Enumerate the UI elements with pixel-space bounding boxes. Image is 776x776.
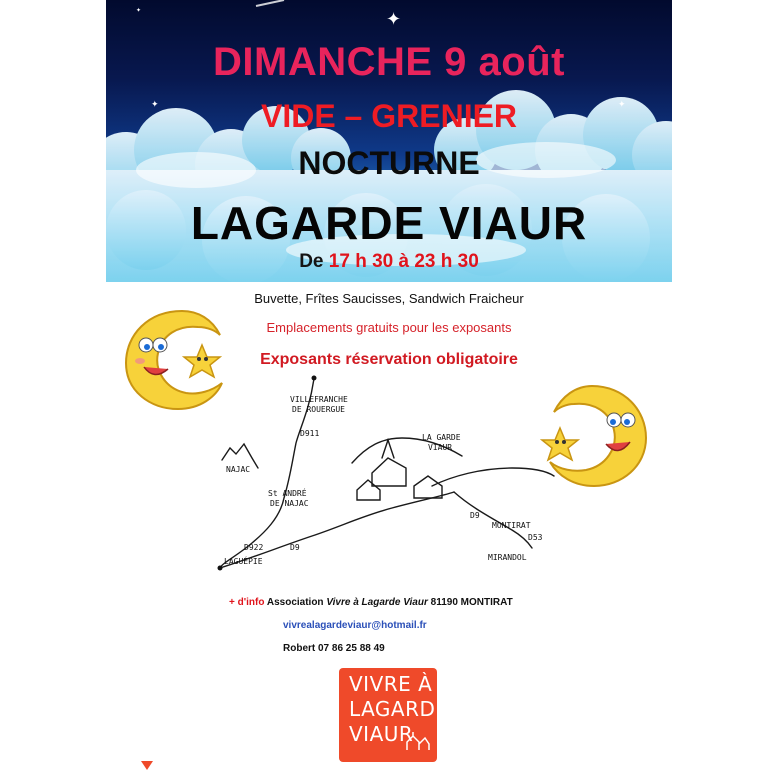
map-label-d911: D911 [300, 429, 320, 438]
event-subtitle: NOCTURNE [298, 145, 480, 181]
map-label-najac: NAJAC [226, 465, 251, 474]
event-date: DIMANCHE 9 août [213, 40, 565, 84]
event-title: VIDE – GRENIER [260, 98, 518, 134]
logo-tail [141, 761, 153, 770]
map-label-d922: D922 [244, 543, 264, 552]
map-label-st-andre: St ANDRÉ [268, 489, 307, 498]
night-sky-banner [106, 0, 672, 282]
association-name: Vivre à Lagarde Viaur [326, 597, 428, 608]
logo-line: VIAUR [349, 722, 414, 746]
refreshments-line: Buvette, Frîtes Saucisses, Sandwich Fraicheur [254, 291, 524, 306]
access-map [192, 368, 562, 593]
association-address: 81190 MONTIRAT [430, 597, 513, 608]
booking-required-line: Exposants réservation obligatoire [260, 351, 518, 368]
map-label-villefranche: VILLEFRANCHE [290, 395, 348, 404]
map-label-de-najac: DE NAJAC [270, 499, 309, 508]
map-label-laguepie: LAGUÉPIE [224, 557, 263, 566]
free-pitches-line: Emplacements gratuits pour les exposants [266, 320, 512, 335]
contact-email[interactable]: vivrealagardeviaur@hotmail.fr [283, 620, 427, 631]
logo-line: VIVRE À [349, 672, 433, 696]
map-label-d9: D9 [470, 511, 480, 520]
star-icon: ✦ [151, 99, 159, 109]
town-name: LAGARDE VIAUR [190, 197, 588, 249]
poster-sheet [106, 0, 672, 776]
map-label-d9: D9 [290, 543, 300, 552]
logo-line: LAGARDE [349, 697, 449, 721]
village-icon [405, 730, 431, 752]
hours-prefix: De [299, 251, 329, 272]
star-icon: ✦ [136, 8, 142, 14]
star-icon: ✦ [386, 9, 402, 29]
association-label: Association [266, 597, 324, 608]
map-label-viaur: VIAUR [428, 443, 453, 452]
map-label-lagarde: LA GARDE [422, 433, 461, 442]
map-label-rouergue: DE ROUERGUE [292, 405, 345, 414]
plus-info-label: + d'info [229, 597, 265, 608]
association-logo [339, 668, 449, 762]
star-icon: ✦ [618, 99, 626, 109]
map-label-mirandol: MIRANDOL [488, 553, 527, 562]
event-hours [106, 251, 672, 273]
contact-association [229, 597, 513, 608]
hours-value: 17 h 30 à 23 h 30 [328, 251, 479, 272]
contact-phone: Robert 07 86 25 88 49 [283, 643, 385, 654]
map-label-d53: D53 [528, 533, 543, 542]
map-label-montirat: MONTIRAT [492, 521, 531, 530]
logo-text [349, 672, 449, 747]
